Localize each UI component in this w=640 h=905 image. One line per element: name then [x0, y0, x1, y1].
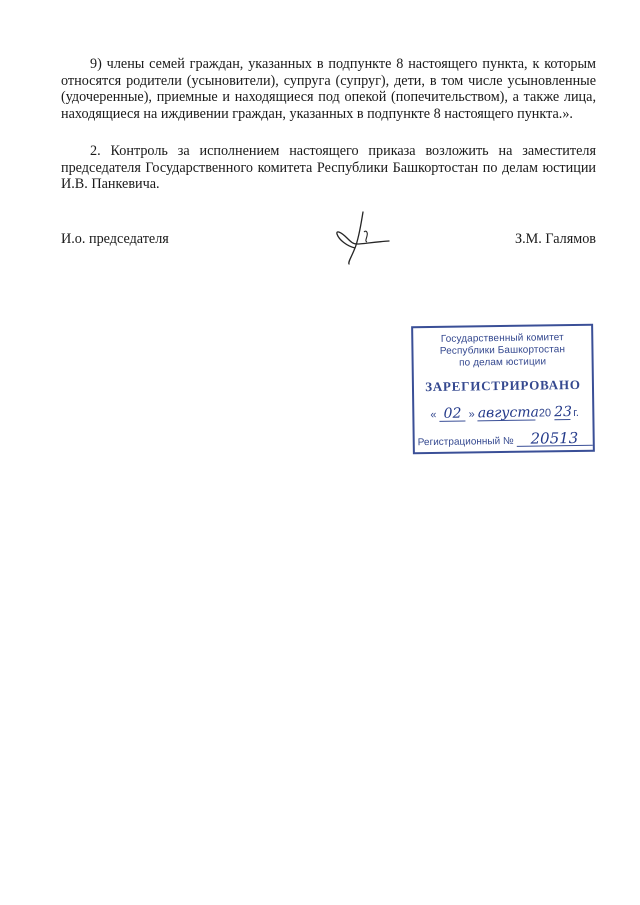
- stamp-reg-label: Регистрационный №: [417, 435, 514, 449]
- paragraph-item-2: [61, 143, 596, 193]
- stamp-org-line: Государственный комитет: [440, 332, 564, 345]
- signatory-name: З.М. Галямов: [514, 231, 596, 247]
- stamp-year: 23: [554, 404, 573, 421]
- stamp-org-line: по делам юстиции: [459, 356, 547, 369]
- stamp-registration: [417, 428, 593, 449]
- stamp-reg-number: 20513: [516, 432, 592, 447]
- stamp-month: августа: [477, 404, 540, 422]
- signatory-position: И.о. председателя: [61, 231, 169, 247]
- stamp-org-line: Республики Башкортостан: [439, 344, 566, 357]
- registration-stamp: [411, 324, 595, 455]
- stamp-organization: [413, 332, 591, 370]
- stamp-century: 20: [538, 407, 552, 420]
- stamp-day: 02: [439, 408, 465, 422]
- stamp-year-suffix: г.: [573, 406, 580, 420]
- quote-open: «: [430, 408, 437, 422]
- stamp-date: [430, 406, 579, 422]
- quote-close: »: [468, 408, 475, 421]
- paragraph-text: 2. Контроль за исполнением настоящего приказа возложить на заместителя председателя Государственного комитета Республики Башкортостан по делам юстиции И.В. Панкевича.: [61, 143, 596, 193]
- paragraph-item-9: [61, 56, 596, 122]
- stamp-status: ЗАРЕГИСТРИРОВАНО: [425, 376, 581, 395]
- paragraph-text: 9) члены семей граждан, указанных в подпункте 8 настоящего пункта, к которым относятся родители (усыновители), супруга (супруг), дети, в том числе усыновленные (удочеренные), приемные и находящиеся под опекой (попечительством), а также лица, находящиеся на иждивении граждан, указанных в подпункте 8 настоящего пункта.».: [61, 56, 596, 122]
- handwritten-signature: [333, 210, 393, 266]
